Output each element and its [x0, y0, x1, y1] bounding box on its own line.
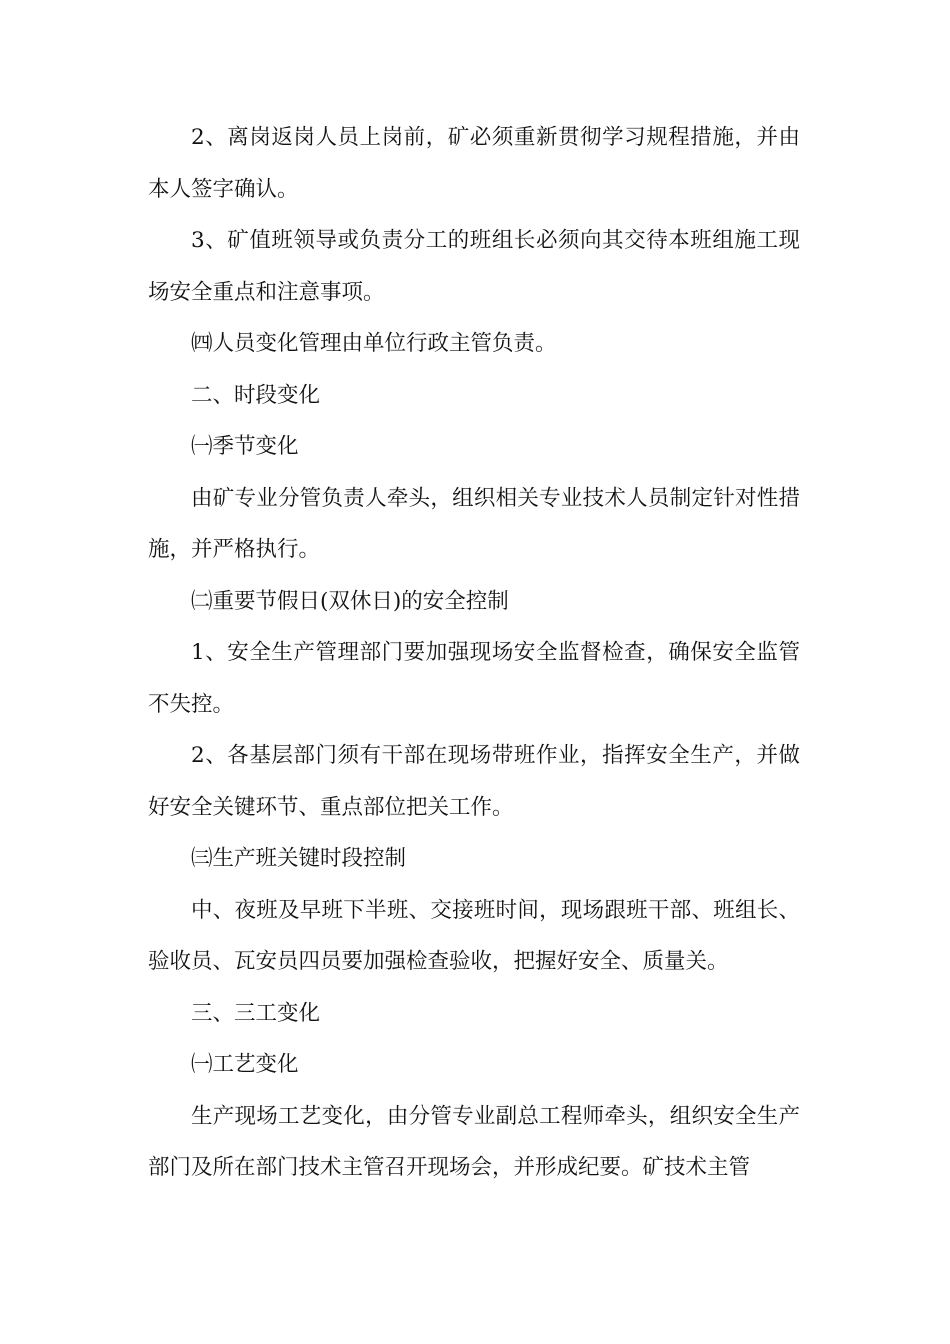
- subheading-seasonal-change: ㈠季节变化: [191, 434, 299, 459]
- subheading-key-period-control: ㈢生产班关键时段控制: [191, 846, 407, 871]
- section-heading-three-changes: 三、三工变化: [191, 1000, 321, 1026]
- paragraph-shift-inspection: 中、夜班及早班下半班、交接班时间，现场跟班干部、班组长、验收员、瓦安员四员要加强检查验收，把握好安全、质量关。: [148, 897, 800, 974]
- subheading-holiday-control: ㈡重要节假日(双休日)的安全控制: [191, 588, 509, 614]
- paragraph-cadre-on-duty: 2、各基层部门须有干部在现场带班作业，指挥安全生产，并做好安全关键环节、重点部位把关工作。: [148, 743, 800, 820]
- paragraph-personnel-management: ㈣人员变化管理由单位行政主管负责。: [191, 331, 557, 356]
- section-heading-time-change: 二、时段变化: [191, 382, 321, 408]
- paragraph-returning-staff: 2、离岗返岗人员上岗前，矿必须重新贯彻学习规程措施，并由本人签字确认。: [148, 125, 800, 202]
- paragraph-seasonal-measures: 由矿专业分管负责人牵头，组织相关专业技术人员制定针对性措施，并严格执行。: [148, 485, 800, 562]
- paragraph-safety-supervision: 1、安全生产管理部门要加强现场安全监督检查，确保安全监管不失控。: [148, 640, 800, 717]
- paragraph-process-change-meeting: 生产现场工艺变化，由分管专业副总工程师牵头，组织安全生产部门及所在部门技术主管召开现场会，并形成纪要。矿技术主管: [148, 1103, 800, 1180]
- document-body: [148, 112, 800, 1194]
- subheading-process-change: ㈠工艺变化: [191, 1052, 299, 1077]
- paragraph-shift-leader: 3、矿值班领导或负责分工的班组长必须向其交待本班组施工现场安全重点和注意事项。: [148, 228, 800, 305]
